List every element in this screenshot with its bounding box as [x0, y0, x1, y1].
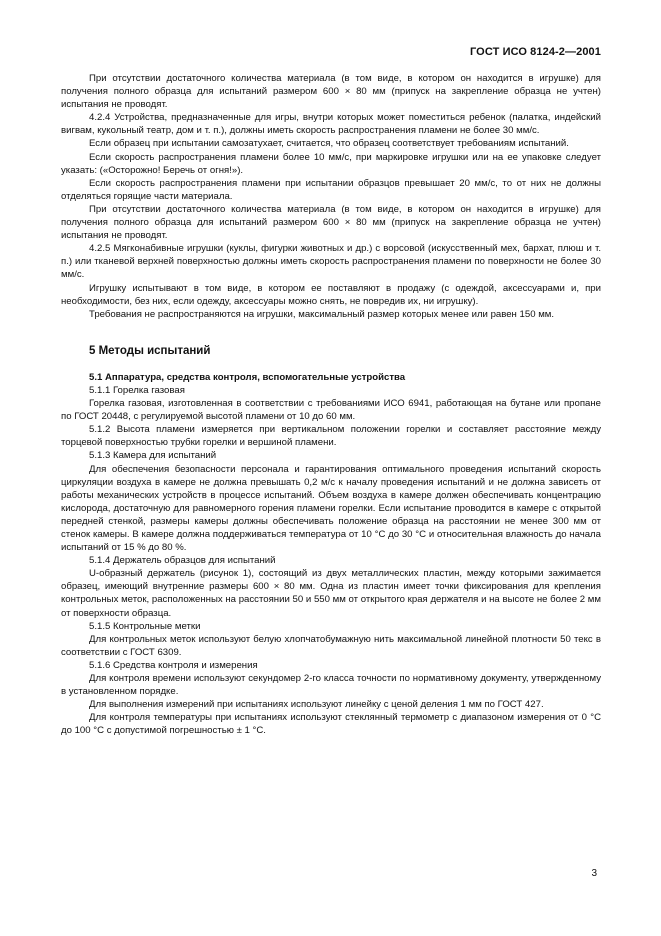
paragraph: Для контроля температуры при испытаниях используют стеклянный термометр с диапазоном измерения от 0 °С до 100 °С с допустимой погрешностью ± 1 °С. — [61, 712, 601, 737]
paragraph: Если скорость распространения пламени при испытании образцов превышает 20 мм/с, то от них не должны отделяться горящие части материала. — [61, 177, 601, 202]
subsection-heading: 5.1 Аппаратура, средства контроля, вспомогательные устройства — [89, 371, 406, 383]
clause-title: 5.1.5 Контрольные метки — [89, 620, 201, 632]
clause-title: 5.1.4 Держатель образцов для испытаний — [89, 555, 276, 567]
paragraph: Игрушку испытывают в том виде, в котором ее поставляют в продажу (с одеждой, аксессуарами и, при необходимости, без них, если одежду, аксессуары можно снять, не повредив их, ни игрушку). — [61, 282, 601, 307]
page-number: 3 — [591, 868, 597, 879]
paragraph: Если образец при испытании самозатухает, считается, что образец соответствует требованиям испытаний. — [89, 138, 569, 150]
document-header: ГОСТ ИСО 8124-2—2001 — [469, 46, 601, 58]
paragraph: При отсутствии достаточного количества материала (в том виде, в котором он находится в игрушке) для получения полного образца для испытаний размером 600 × 80 мм (припуск на закрепление образца не учтен) испытания не проводят. — [61, 203, 601, 242]
paragraph: Горелка газовая, изготовленная в соответствии с требованиями ИСО 6941, работающая на бутане или пропане по ГОСТ 20448, с регулируемой высотой пламени от 10 до 60 мм. — [61, 398, 601, 423]
paragraph: Для контроля времени используют секундомер 2-го класса точности по нормативному документу, утвержденному в установленном порядке. — [61, 673, 601, 698]
paragraph: Если скорость распространения пламени более 10 мм/с, при маркировке игрушки или на ее упаковке следует указать: («Осторожно! Беречь от огня!»). — [61, 151, 601, 176]
document-body — [61, 72, 601, 738]
section-heading: 5 Методы испытаний — [89, 344, 211, 357]
paragraph: Для контрольных меток используют белую хлопчатобумажную нить максимальной линейной плотности 50 текс в соответствии с ГОСТ 6309. — [61, 633, 601, 658]
paragraph: 4.2.5 Мягконабивные игрушки (куклы, фигурки животных и др.) с ворсовой (искусственный мех, бархат, плюш и т. п.) или тканевой верхней поверхностью должны иметь скорость распространения пламени по поверхности не более 30 мм/с. — [61, 243, 601, 281]
paragraph: При отсутствии достаточного количества материала (в том виде, в котором он находится в игрушке) для получения полного образца для испытаний размером 600 × 80 мм (припуск на закрепление образца не учтен) испытания не проводят. — [61, 73, 601, 111]
paragraph: Для обеспечения безопасности персонала и гарантирования оптимального проведения испытаний скорость циркуляции воздуха в камере не должна превышать 0,2 м/с к началу проведения испытаний и не должна зависеть от работы механических устройств в процессе испытаний. Объем воздуха в камере должен обеспечивать концентрацию кислорода, достаточную для равномерного горения пламени горелки. Если испытание проводится в камере с открытой передней стенкой, размеры камеры должны обеспечивать положение образца на расстоянии не менее 300 мм от стенок камеры. В камере должна поддерживаться температура от 10 °С до 30 °С и относительная влажность до начала испытаний от 15 % до 80 %. — [61, 463, 601, 554]
clause-title: 5.1.6 Средства контроля и измерения — [89, 659, 258, 671]
paragraph: Требования не распространяются на игрушки, максимальный размер которых менее или равен 150 мм. — [89, 308, 555, 320]
paragraph: Для выполнения измерений при испытаниях используют линейку с ценой деления 1 мм по ГОСТ 427. — [89, 699, 544, 711]
clause-title: 5.1.1 Горелка газовая — [89, 384, 185, 396]
paragraph: U-образный держатель (рисунок 1), состоящий из двух металлических пластин, между которыми зажимается образец, имеющий внутренние размеры 600 × 80 мм. Одна из пластин имеет точки фиксирования для крепления контрольных меток, расположенных на расстоянии 50 и 550 мм от открытого края держателя и на высоте не более 2 мм от поверхности образца. — [61, 568, 601, 619]
clause-title: 5.1.3 Камера для испытаний — [89, 450, 217, 462]
paragraph: 4.2.4 Устройства, предназначенные для игры, внутри которых может поместиться ребенок (палатка, индейский вигвам, кукольный театр, дом и т. п.), должны иметь скорость распространения пламени не более 30 мм/с. — [61, 112, 601, 137]
paragraph: 5.1.2 Высота пламени измеряется при вертикальном положении горелки и составляет расстояние между торцевой поверхностью трубки горелки и вершиной пламени. — [61, 424, 601, 449]
